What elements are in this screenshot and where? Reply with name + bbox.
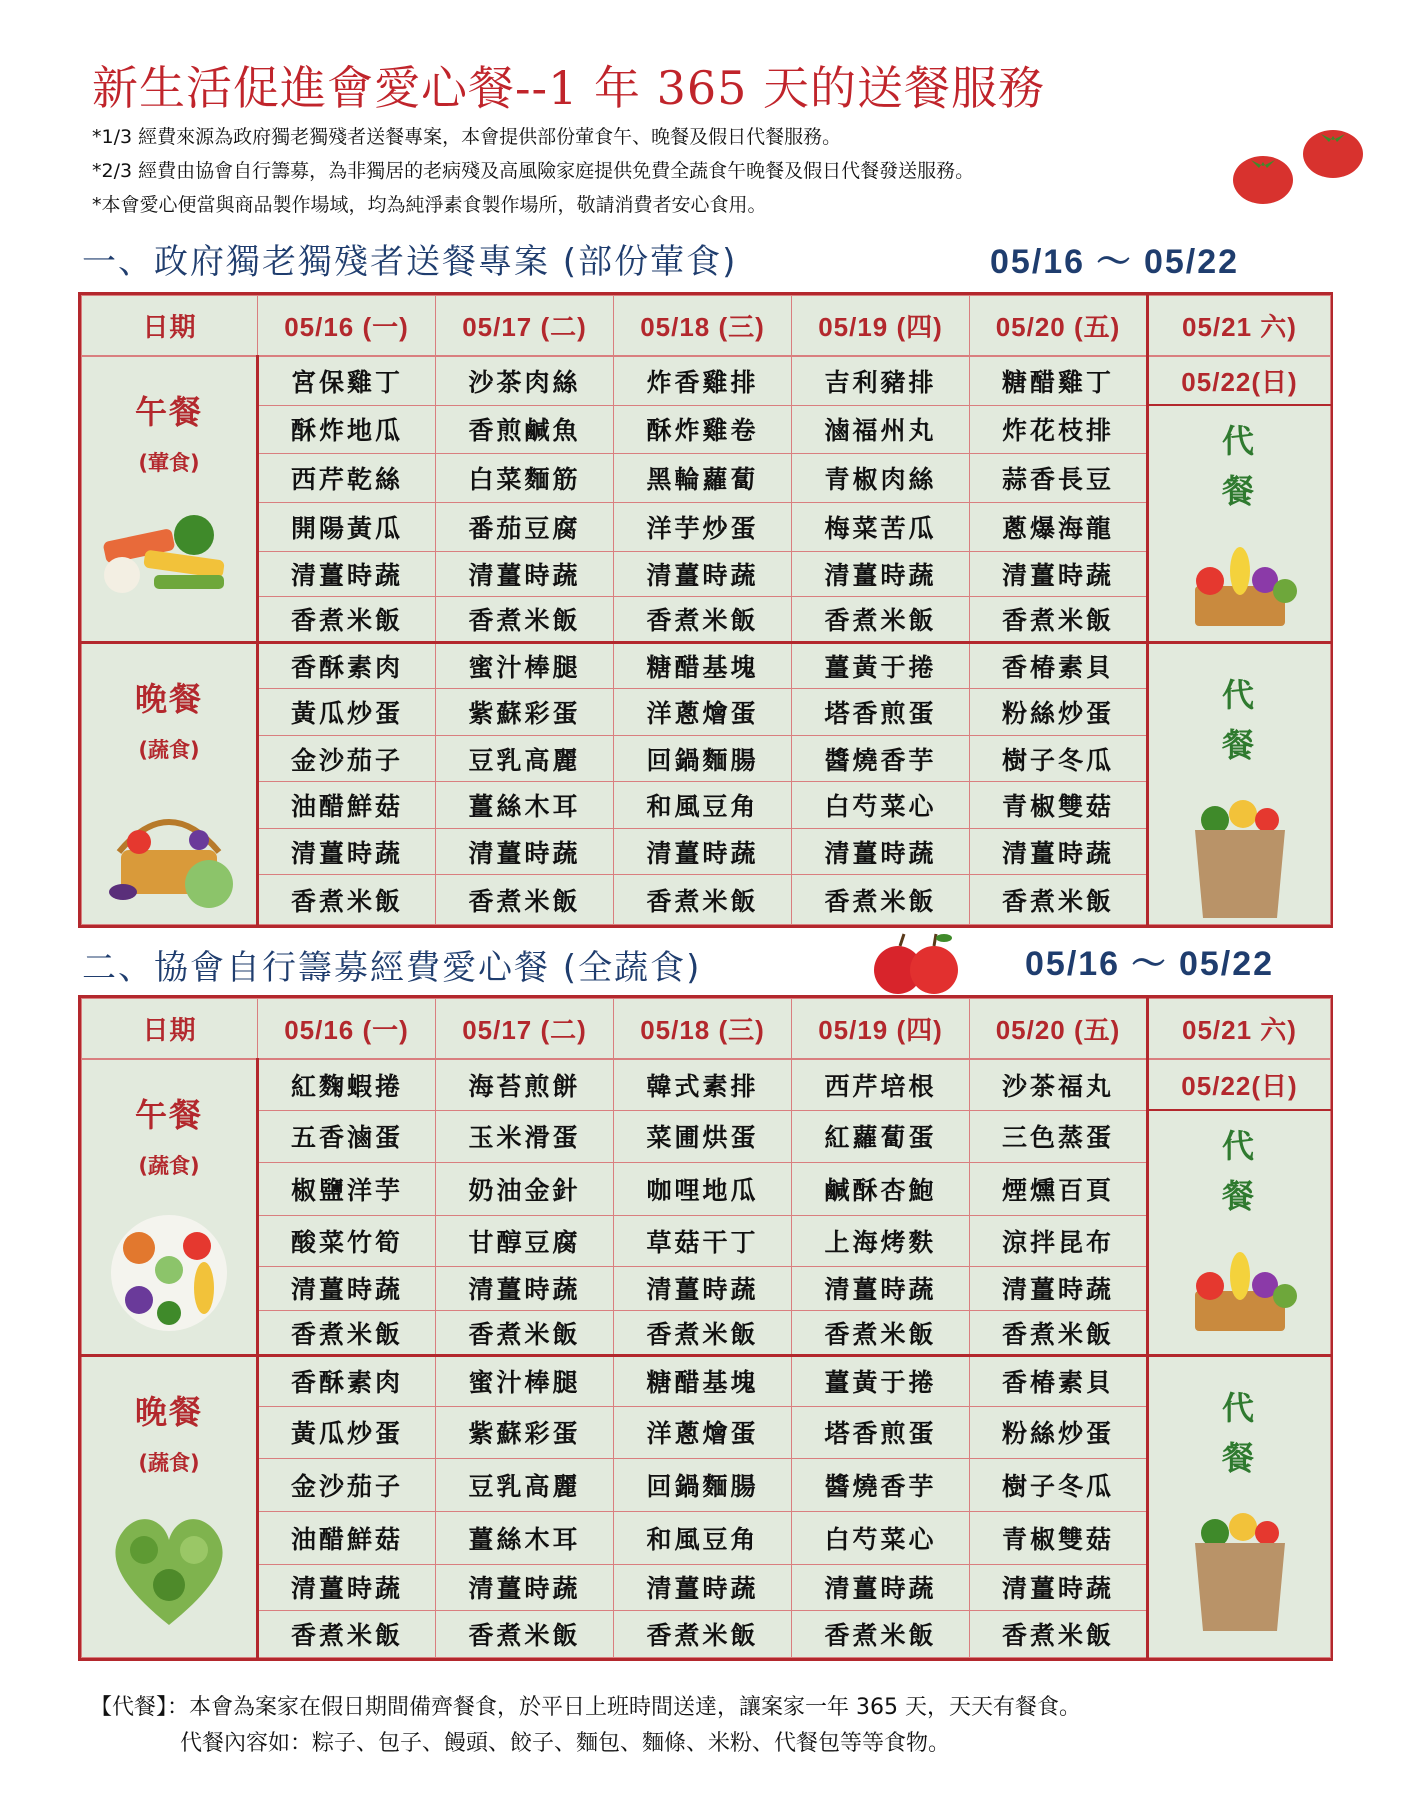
menu-cell: 宮保雞丁 [258,356,436,405]
menu-cell: 清薑時蔬 [436,1564,614,1611]
section1-heading: 一、政府獨老獨殘者送餐專案 (部份葷食) [82,242,738,282]
dinner-label: 晚餐 [134,1392,203,1431]
footer-line-2: 代餐內容如：粽子、包子、饅頭、餃子、麵包、麵條、米粉、代餐包等等食物。 [180,1731,951,1756]
dinner-sub-label: (蔬食) [138,737,200,762]
menu-cell: 清薑時蔬 [436,1266,614,1311]
vegetable-circle-icon [99,1208,239,1338]
lunch-label: 午餐 [134,1096,203,1135]
menu-cell: 酸菜竹筍 [258,1215,436,1266]
menu-cell: 酥炸雞卷 [614,405,792,454]
menu-cell: 醬燒香芋 [792,735,970,781]
header-day-5: 05/20 (五) [970,296,1148,357]
menu-cell: 菜圃烘蛋 [614,1110,792,1163]
menu-cell: 粉絲炒蛋 [970,1406,1148,1459]
menu-cell: 青椒雙菇 [970,782,1148,828]
menu-cell: 香椿素貝 [970,1355,1148,1406]
menu-cell: 香煮米飯 [436,1611,614,1658]
header-day-4: 05/19 (四) [792,999,970,1060]
menu-cell: 香煮米飯 [970,597,1148,643]
section1-menu-table [78,292,1333,928]
footer-line-1: 【代餐】：本會為案家在假日期間備齊餐食，於平日上班時間送達，讓案家一年 365 天，天天有餐食。 [90,1695,1081,1720]
menu-cell: 開陽黃瓜 [258,502,436,551]
menu-cell: 清薑時蔬 [258,1564,436,1611]
vegetable-heart-icon [99,1505,239,1635]
page-title: 新生活促進會愛心餐--1 年 365 天的送餐服務 [92,61,1046,115]
menu-cell: 香煮米飯 [614,1611,792,1658]
tomatoes-icon [1225,122,1375,212]
dinner-label: 晚餐 [134,679,203,718]
lunch-label-cell [82,356,258,642]
menu-cell: 西芹培根 [792,1059,970,1110]
menu-cell: 鹹酥杏鮑 [792,1163,970,1216]
menu-cell: 金沙茄子 [258,735,436,781]
menu-cell: 清薑時蔬 [614,551,792,597]
menu-cell: 椒鹽洋芋 [258,1163,436,1216]
menu-cell: 香煮米飯 [792,1611,970,1658]
lunch-label: 午餐 [134,393,203,432]
menu-cell: 糖醋雞丁 [970,356,1148,405]
dinner-label-cell [82,642,258,924]
menu-cell: 香煮米飯 [436,597,614,643]
menu-cell: 三色蒸蛋 [970,1110,1148,1163]
menu-cell: 香煮米飯 [792,875,970,925]
menu-cell: 清薑時蔬 [792,551,970,597]
menu-cell: 香煮米飯 [792,597,970,643]
footer-note [90,1690,1081,1762]
menu-cell: 洋蔥燴蛋 [614,689,792,735]
lunch-alt-cell [1148,1110,1331,1355]
menu-cell: 白菜麵筋 [436,454,614,503]
menu-cell: 香煮米飯 [258,1611,436,1658]
alt-meal-char-1: 代 [1221,1127,1257,1166]
menu-cell: 炸花枝排 [970,405,1148,454]
note-1: *1/3 經費來源為政府獨老獨殘者送餐專案，本會提供部份葷食午、晚餐及假日代餐服務。 [92,126,842,148]
alt-meal-char-1: 代 [1221,422,1257,461]
alt-meal-char-2: 餐 [1221,472,1257,511]
menu-cell: 清薑時蔬 [792,828,970,874]
vegetable-basket-icon [99,792,239,912]
menu-cell: 香椿素貝 [970,642,1148,688]
alt-meal-char-1: 代 [1221,675,1257,714]
header-date-label: 日期 [82,999,258,1060]
header-day-3: 05/18 (三) [614,999,792,1060]
menu-cell: 香煮米飯 [614,597,792,643]
menu-cell: 香煮米飯 [970,1611,1148,1658]
alt-meal-char-2: 餐 [1221,1438,1257,1477]
menu-cell: 清薑時蔬 [970,828,1148,874]
header-weekend: 05/21 六) [1148,999,1331,1060]
menu-cell: 豆乳高麗 [436,1459,614,1512]
lunch-sub-label: (蔬食) [138,1154,200,1179]
alt-meal-char-2: 餐 [1221,1177,1257,1216]
menu-cell: 煙燻百頁 [970,1163,1148,1216]
fruit-basket-icon [1165,1241,1315,1341]
menu-cell: 清薑時蔬 [614,1564,792,1611]
alt-meal-char-1: 代 [1221,1388,1257,1427]
menu-cell: 清薑時蔬 [792,1266,970,1311]
menu-cell: 滷福州丸 [792,405,970,454]
header-date-label: 日期 [82,296,258,357]
menu-cell: 香煮米飯 [792,1311,970,1356]
menu-cell: 醬燒香芋 [792,1459,970,1512]
menu-cell: 紫蘇彩蛋 [436,1406,614,1459]
section2-dates: 05/16 ～ 05/22 [1025,945,1275,983]
apples-icon [870,930,962,996]
menu-cell: 洋芋炒蛋 [614,502,792,551]
menu-cell: 香煮米飯 [258,875,436,925]
lunch-alt-cell [1148,405,1331,642]
menu-cell: 黃瓜炒蛋 [258,1406,436,1459]
menu-cell: 炸香雞排 [614,356,792,405]
menu-cell: 清薑時蔬 [792,1564,970,1611]
menu-cell: 薑黃于捲 [792,642,970,688]
dinner-alt-cell [1148,1355,1331,1657]
notes [92,120,974,222]
menu-cell: 回鍋麵腸 [614,735,792,781]
grocery-bag-icon [1185,790,1295,920]
menu-cell: 海苔煎餅 [436,1059,614,1110]
menu-cell: 薑絲木耳 [436,782,614,828]
lunch-sub-label: (葷食) [138,451,200,476]
menu-cell: 塔香煎蛋 [792,1406,970,1459]
dinner-label-cell [82,1355,258,1657]
menu-cell: 沙茶福丸 [970,1059,1148,1110]
menu-cell: 白芍菜心 [792,1511,970,1564]
vegetables-plate-icon [94,505,244,605]
note-3: *本會愛心便當與商品製作場域，均為純淨素食製作場所，敬請消費者安心食用。 [92,194,767,216]
menu-cell: 咖哩地瓜 [614,1163,792,1216]
menu-cell: 清薑時蔬 [436,551,614,597]
header-day-2: 05/17 (二) [436,999,614,1060]
menu-cell: 和風豆角 [614,782,792,828]
menu-cell: 塔香煎蛋 [792,689,970,735]
menu-cell: 清薑時蔬 [614,1266,792,1311]
dinner-alt-cell [1148,642,1331,924]
menu-cell: 吉利豬排 [792,356,970,405]
header-weekend-2: 05/22(日) [1148,1059,1331,1110]
menu-cell: 甘醇豆腐 [436,1215,614,1266]
header-weekend-2: 05/22(日) [1148,356,1331,405]
menu-cell: 金沙茄子 [258,1459,436,1512]
menu-cell: 清薑時蔬 [970,1266,1148,1311]
menu-cell: 香煮米飯 [970,875,1148,925]
menu-cell: 和風豆角 [614,1511,792,1564]
menu-cell: 香煮米飯 [258,597,436,643]
menu-cell: 香煮米飯 [614,875,792,925]
menu-cell: 香煮米飯 [614,1311,792,1356]
menu-cell: 紫蘇彩蛋 [436,689,614,735]
menu-cell: 薑黃于捲 [792,1355,970,1406]
menu-cell: 涼拌昆布 [970,1215,1148,1266]
menu-cell: 清薑時蔬 [970,1564,1148,1611]
menu-cell: 香煮米飯 [258,1311,436,1356]
header-day-1: 05/16 (一) [258,999,436,1060]
menu-cell: 糖醋基塊 [614,642,792,688]
menu-cell: 白芍菜心 [792,782,970,828]
header-day-2: 05/17 (二) [436,296,614,357]
menu-cell: 上海烤麩 [792,1215,970,1266]
menu-cell: 香煮米飯 [436,875,614,925]
menu-cell: 梅菜苦瓜 [792,502,970,551]
header-day-1: 05/16 (一) [258,296,436,357]
menu-cell: 香酥素肉 [258,642,436,688]
menu-cell: 粉絲炒蛋 [970,689,1148,735]
menu-cell: 薑絲木耳 [436,1511,614,1564]
menu-cell: 番茄豆腐 [436,502,614,551]
menu-cell: 蒜香長豆 [970,454,1148,503]
menu-cell: 青椒雙菇 [970,1511,1148,1564]
section2-menu-table [78,995,1333,1661]
menu-cell: 玉米滑蛋 [436,1110,614,1163]
menu-cell: 油醋鮮菇 [258,1511,436,1564]
menu-cell: 清薑時蔬 [258,828,436,874]
menu-cell: 紅蘿蔔蛋 [792,1110,970,1163]
menu-cell: 蜜汁棒腿 [436,642,614,688]
menu-cell: 油醋鮮菇 [258,782,436,828]
note-2: *2/3 經費由協會自行籌募，為非獨居的老病殘及高風險家庭提供免費全蔬食午晚餐及假日代餐發送服務。 [92,160,975,182]
menu-cell: 奶油金針 [436,1163,614,1216]
menu-cell: 沙茶肉絲 [436,356,614,405]
header-day-5: 05/20 (五) [970,999,1148,1060]
menu-cell: 香煎鹹魚 [436,405,614,454]
header-day-3: 05/18 (三) [614,296,792,357]
section1-dates: 05/16 ～ 05/22 [990,243,1240,281]
menu-cell: 黃瓜炒蛋 [258,689,436,735]
alt-meal-char-2: 餐 [1221,725,1257,764]
header-weekend: 05/21 六) [1148,296,1331,357]
menu-cell: 蔥爆海龍 [970,502,1148,551]
menu-cell: 樹子冬瓜 [970,735,1148,781]
menu-cell: 草菇干丁 [614,1215,792,1266]
menu-cell: 清薑時蔬 [258,1266,436,1311]
menu-cell: 樹子冬瓜 [970,1459,1148,1512]
lunch-label-cell [82,1059,258,1355]
menu-cell: 韓式素排 [614,1059,792,1110]
fruit-basket-icon [1165,536,1315,636]
header-day-4: 05/19 (四) [792,296,970,357]
menu-cell: 香煮米飯 [436,1311,614,1356]
menu-cell: 洋蔥燴蛋 [614,1406,792,1459]
section2-heading: 二、協會自行籌募經費愛心餐 (全蔬食) [82,948,702,988]
menu-cell: 清薑時蔬 [970,551,1148,597]
menu-cell: 香煮米飯 [970,1311,1148,1356]
menu-cell: 五香滷蛋 [258,1110,436,1163]
menu-cell: 豆乳高麗 [436,735,614,781]
menu-cell: 酥炸地瓜 [258,405,436,454]
menu-cell: 紅麴蝦捲 [258,1059,436,1110]
menu-cell: 青椒肉絲 [792,454,970,503]
menu-cell: 香酥素肉 [258,1355,436,1406]
menu-cell: 蜜汁棒腿 [436,1355,614,1406]
menu-cell: 回鍋麵腸 [614,1459,792,1512]
menu-cell: 黑輪蘿蔔 [614,454,792,503]
menu-cell: 清薑時蔬 [258,551,436,597]
menu-cell: 西芹乾絲 [258,454,436,503]
menu-cell: 清薑時蔬 [436,828,614,874]
grocery-bag-icon [1185,1503,1295,1633]
dinner-sub-label: (蔬食) [138,1450,200,1475]
menu-cell: 清薑時蔬 [614,828,792,874]
menu-cell: 糖醋基塊 [614,1355,792,1406]
